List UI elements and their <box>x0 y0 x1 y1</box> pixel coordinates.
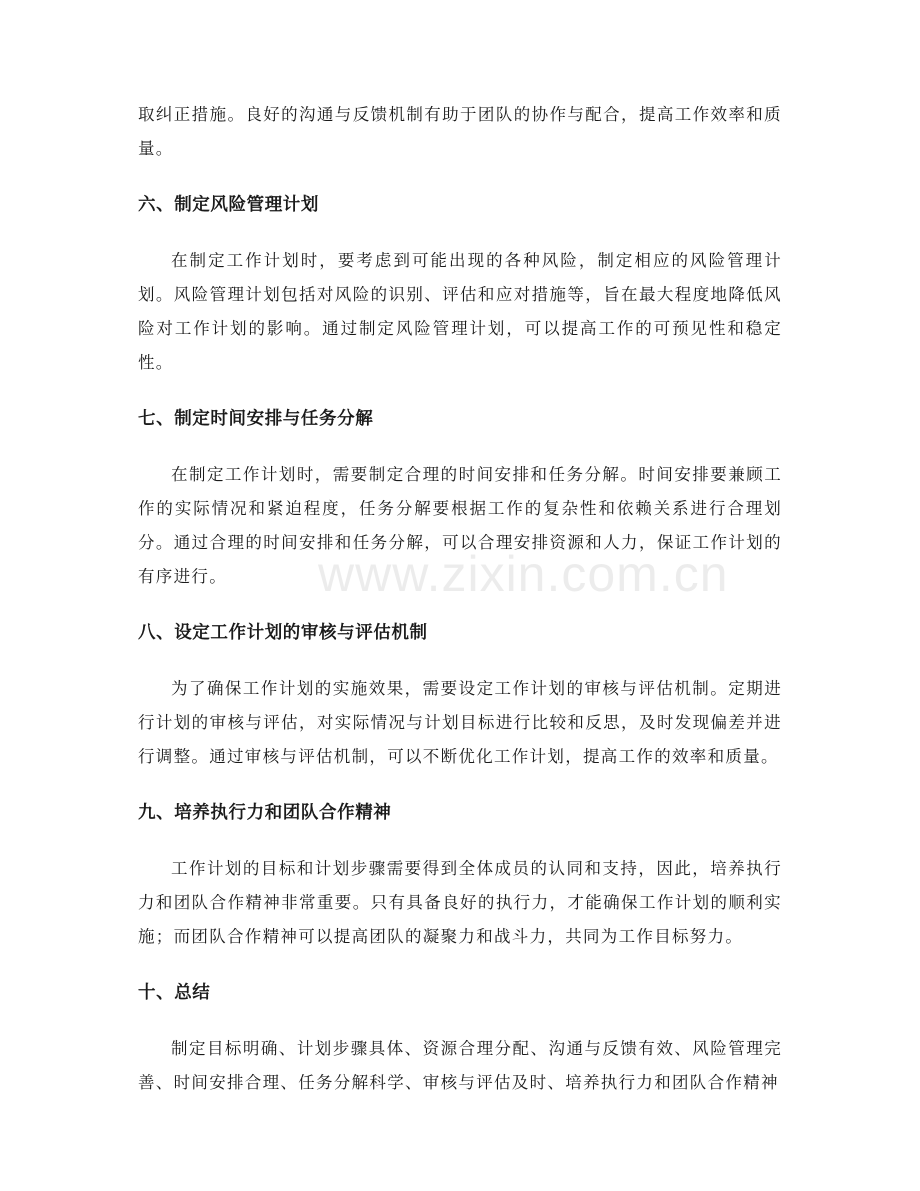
section-paragraph-8: 为了确保工作计划的实施效果，需要设定工作计划的审核与评估机制。定期进行计划的审核与评估，对实际情况与计划目标进行比较和反思，及时发现偏差并进行调整。通过审核与评估机制，可以不断优化工作计划，提高工作的效率和质量。 <box>138 679 782 766</box>
section-heading-7: 七、制定时间安排与任务分解 <box>138 409 374 429</box>
section-heading-10: 十、总结 <box>138 983 211 1003</box>
section-paragraph-6: 在制定工作计划时，要考虑到可能出现的各种风险，制定相应的风险管理计划。风险管理计划包括对风险的识别、评估和应对措施等，旨在最大程度地降低风险对工作计划的影响。通过制定风险管理计划，可以提高工作的可预见性和稳定性。 <box>138 251 782 372</box>
section-paragraph-10: 制定目标明确、计划步骤具体、资源合理分配、沟通与反馈有效、风险管理完善、时间安排合理、任务分解科学、审核与评估及时、培养执行力和团队合作精神 <box>138 1039 782 1092</box>
section-paragraph-7: 在制定工作计划时，需要制定合理的时间安排和任务分解。时间安排要兼顾工作的实际情况和紧迫程度，任务分解要根据工作的复杂性和依赖关系进行合理划分。通过合理的时间安排和任务分解，可以合理安排资源和人力，保证工作计划的有序进行。 <box>138 465 782 586</box>
section-heading-6: 六、制定风险管理计划 <box>138 195 319 215</box>
section-heading-9: 九、培养执行力和团队合作精神 <box>138 803 392 823</box>
paragraph-continuation: 取纠正措施。良好的沟通与反馈机制有助于团队的协作与配合，提高工作效率和质量。 <box>138 105 782 158</box>
section-heading-8: 八、设定工作计划的审核与评估机制 <box>138 623 428 643</box>
document-body <box>138 98 782 1100</box>
section-paragraph-9: 工作计划的目标和计划步骤需要得到全体成员的认同和支持，因此，培养执行力和团队合作精神非常重要。只有具备良好的执行力，才能确保工作计划的顺利实施；而团队合作精神可以提高团队的凝聚力和战斗力，共同为工作目标努力。 <box>138 859 782 946</box>
watermark: www.zixin.com.cn <box>318 546 729 602</box>
